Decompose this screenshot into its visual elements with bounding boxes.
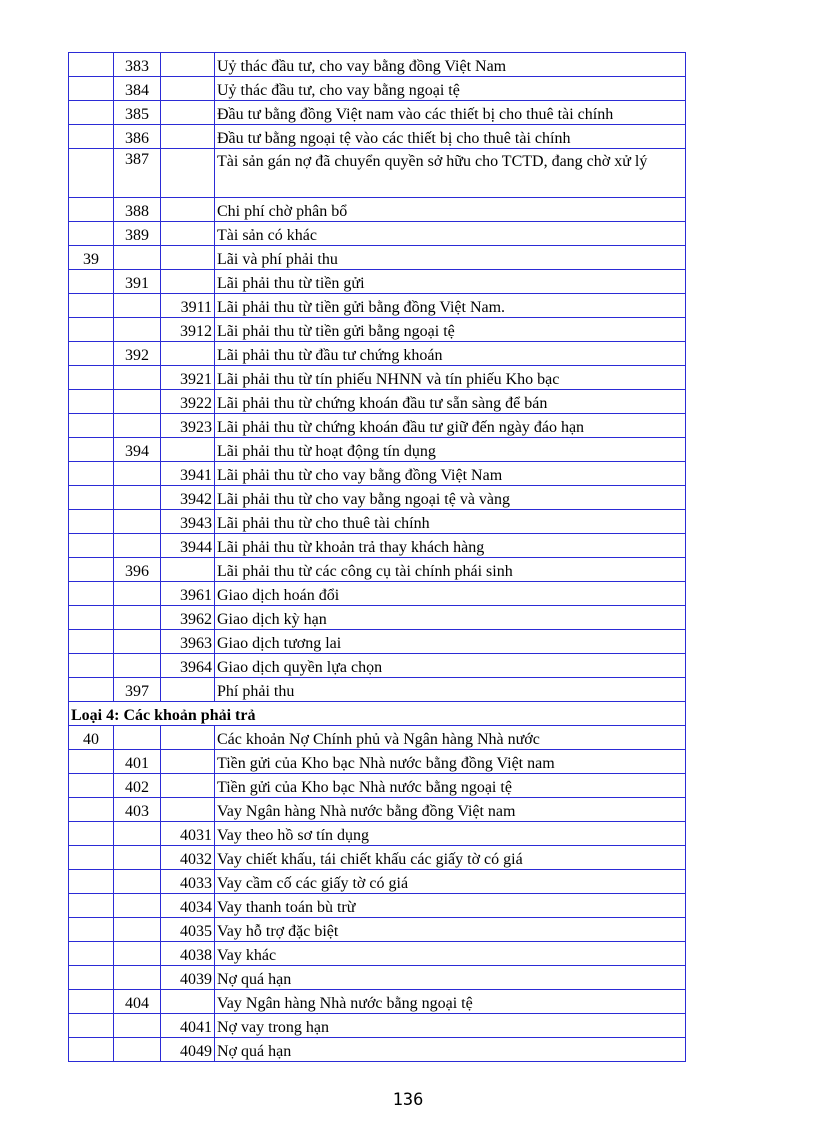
account-level3-cell — [161, 438, 215, 462]
table-row — [69, 582, 686, 606]
account-level3-cell: 4034 — [161, 894, 215, 918]
account-level3-cell — [161, 246, 215, 270]
account-level3-cell: 4041 — [161, 1014, 215, 1038]
account-level2-cell: 386 — [114, 125, 161, 149]
account-level1-cell — [69, 534, 114, 558]
account-level1-cell — [69, 846, 114, 870]
account-level2-cell — [114, 654, 161, 678]
account-level3-cell: 4049 — [161, 1038, 215, 1062]
account-description-cell: Vay cầm cố các giấy tờ có giá — [215, 870, 686, 894]
account-level1-cell — [69, 198, 114, 222]
account-description-cell: Giao dịch hoán đổi — [215, 582, 686, 606]
table-row — [69, 918, 686, 942]
account-level2-cell — [114, 510, 161, 534]
account-level3-cell: 3923 — [161, 414, 215, 438]
account-description-cell: Đầu tư bằng ngoại tệ vào các thiết bị cho thuê tài chính — [215, 125, 686, 149]
account-level3-cell: 4035 — [161, 918, 215, 942]
account-level3-cell — [161, 125, 215, 149]
account-level1-cell — [69, 750, 114, 774]
account-level2-cell — [114, 582, 161, 606]
account-level2-cell — [114, 534, 161, 558]
account-level2-cell — [114, 462, 161, 486]
account-level3-cell: 3911 — [161, 294, 215, 318]
account-description-cell: Nợ quá hạn — [215, 1038, 686, 1062]
account-description-cell: Uỷ thác đầu tư, cho vay bằng ngoại tệ — [215, 77, 686, 101]
account-level2-cell: 396 — [114, 558, 161, 582]
table-row — [69, 870, 686, 894]
account-description-cell: Lãi phải thu từ các công cụ tài chính phái sinh — [215, 558, 686, 582]
account-level2-cell — [114, 894, 161, 918]
account-description-cell: Vay thanh toán bù trừ — [215, 894, 686, 918]
account-level2-cell — [114, 246, 161, 270]
account-level3-cell: 4038 — [161, 942, 215, 966]
account-description-cell: Giao dịch kỳ hạn — [215, 606, 686, 630]
account-level1-cell — [69, 678, 114, 702]
account-level1-cell — [69, 270, 114, 294]
table-row — [69, 342, 686, 366]
account-level2-cell: 384 — [114, 77, 161, 101]
section-heading: Loại 4: Các khoản phải trả — [69, 702, 686, 726]
account-level2-cell: 388 — [114, 198, 161, 222]
account-level1-cell — [69, 438, 114, 462]
account-level2-cell — [114, 822, 161, 846]
table-row — [69, 726, 686, 750]
account-description-cell: Uỷ thác đầu tư, cho vay bằng đồng Việt Nam — [215, 53, 686, 77]
account-level2-cell — [114, 414, 161, 438]
account-description-cell: Vay hỗ trợ đặc biệt — [215, 918, 686, 942]
account-level2-cell: 387 — [114, 149, 161, 198]
account-description-cell: Lãi phải thu từ tín phiếu NHNN và tín phiếu Kho bạc — [215, 366, 686, 390]
account-level2-cell — [114, 1014, 161, 1038]
account-description-cell: Chi phí chờ phân bổ — [215, 198, 686, 222]
account-level2-cell — [114, 390, 161, 414]
account-level1-cell: 40 — [69, 726, 114, 750]
account-level2-cell — [114, 870, 161, 894]
table-row — [69, 53, 686, 77]
table-row — [69, 942, 686, 966]
table-row — [69, 246, 686, 270]
table-row — [69, 198, 686, 222]
account-level3-cell: 4032 — [161, 846, 215, 870]
account-level1-cell — [69, 149, 114, 198]
account-level3-cell: 3921 — [161, 366, 215, 390]
account-description-cell: Lãi và phí phải thu — [215, 246, 686, 270]
account-level3-cell — [161, 750, 215, 774]
account-table-body — [69, 53, 686, 1062]
account-level1-cell — [69, 822, 114, 846]
table-row — [69, 438, 686, 462]
account-level3-cell — [161, 678, 215, 702]
table-row — [69, 894, 686, 918]
table-row — [69, 1038, 686, 1062]
account-level3-cell: 3961 — [161, 582, 215, 606]
account-level3-cell: 3912 — [161, 318, 215, 342]
table-row — [69, 414, 686, 438]
account-level1-cell — [69, 798, 114, 822]
account-level2-cell — [114, 318, 161, 342]
account-level3-cell: 3963 — [161, 630, 215, 654]
account-level1-cell — [69, 366, 114, 390]
account-level3-cell — [161, 53, 215, 77]
account-level2-cell — [114, 486, 161, 510]
table-row — [69, 558, 686, 582]
account-description-cell: Giao dịch tương lai — [215, 630, 686, 654]
account-description-cell: Vay chiết khấu, tái chiết khấu các giấy tờ có giá — [215, 846, 686, 870]
table-row — [69, 678, 686, 702]
account-level3-cell — [161, 798, 215, 822]
account-level2-cell: 401 — [114, 750, 161, 774]
account-description-cell: Lãi phải thu từ tiền gửi — [215, 270, 686, 294]
account-level2-cell: 383 — [114, 53, 161, 77]
account-level1-cell — [69, 342, 114, 366]
table-row — [69, 798, 686, 822]
table-row — [69, 654, 686, 678]
account-description-cell: Giao dịch quyền lựa chọn — [215, 654, 686, 678]
account-level2-cell — [114, 294, 161, 318]
account-description-cell: Lãi phải thu từ khoản trả thay khách hàng — [215, 534, 686, 558]
table-row — [69, 366, 686, 390]
account-description-cell: Lãi phải thu từ cho vay bằng ngoại tệ và vàng — [215, 486, 686, 510]
table-row — [69, 846, 686, 870]
table-row — [69, 318, 686, 342]
account-description-cell: Lãi phải thu từ cho thuê tài chính — [215, 510, 686, 534]
account-level3-cell: 3941 — [161, 462, 215, 486]
table-row — [69, 1014, 686, 1038]
account-description-cell: Tiền gửi của Kho bạc Nhà nước bằng ngoại tệ — [215, 774, 686, 798]
account-level3-cell: 3962 — [161, 606, 215, 630]
account-level1-cell — [69, 222, 114, 246]
table-row — [69, 101, 686, 125]
account-level3-cell — [161, 77, 215, 101]
table-row — [69, 294, 686, 318]
account-description-cell: Lãi phải thu từ tiền gửi bằng ngoại tệ — [215, 318, 686, 342]
account-level3-cell: 4039 — [161, 966, 215, 990]
account-level3-cell — [161, 342, 215, 366]
account-level1-cell — [69, 510, 114, 534]
account-level3-cell — [161, 149, 215, 198]
account-description-cell: Các khoản Nợ Chính phủ và Ngân hàng Nhà nước — [215, 726, 686, 750]
account-level1-cell — [69, 294, 114, 318]
account-level2-cell: 402 — [114, 774, 161, 798]
table-row — [69, 270, 686, 294]
account-level3-cell — [161, 726, 215, 750]
account-description-cell: Lãi phải thu từ đầu tư chứng khoán — [215, 342, 686, 366]
account-level3-cell — [161, 198, 215, 222]
account-description-cell: Nợ vay trong hạn — [215, 1014, 686, 1038]
account-level3-cell: 4033 — [161, 870, 215, 894]
table-row — [69, 750, 686, 774]
account-level3-cell — [161, 774, 215, 798]
table-row — [69, 774, 686, 798]
account-level1-cell — [69, 125, 114, 149]
account-level3-cell: 3943 — [161, 510, 215, 534]
account-table — [68, 52, 686, 1062]
page-number: 136 — [392, 1090, 424, 1110]
account-level1-cell — [69, 390, 114, 414]
section-row — [69, 702, 686, 726]
account-level1-cell — [69, 1014, 114, 1038]
account-level1-cell — [69, 990, 114, 1014]
account-level3-cell — [161, 222, 215, 246]
account-level3-cell — [161, 558, 215, 582]
account-level2-cell — [114, 966, 161, 990]
account-description-cell: Lãi phải thu từ chứng khoán đầu tư giữ đến ngày đáo hạn — [215, 414, 686, 438]
account-description-cell: Đầu tư bằng đồng Việt nam vào các thiết bị cho thuê tài chính — [215, 101, 686, 125]
account-level2-cell — [114, 918, 161, 942]
table-row — [69, 149, 686, 198]
account-description-cell: Lãi phải thu từ cho vay bằng đồng Việt Nam — [215, 462, 686, 486]
account-description-cell: Tài sản gán nợ đã chuyển quyền sở hữu cho TCTD, đang chờ xử lý — [215, 149, 686, 198]
table-row — [69, 990, 686, 1014]
account-level1-cell — [69, 630, 114, 654]
account-level2-cell — [114, 726, 161, 750]
account-description-cell: Lãi phải thu từ tiền gửi bằng đồng Việt Nam. — [215, 294, 686, 318]
account-level2-cell: 404 — [114, 990, 161, 1014]
account-level1-cell — [69, 53, 114, 77]
account-level2-cell: 394 — [114, 438, 161, 462]
account-description-cell: Phí phải thu — [215, 678, 686, 702]
table-row — [69, 534, 686, 558]
account-level1-cell — [69, 774, 114, 798]
account-level1-cell — [69, 870, 114, 894]
account-level3-cell — [161, 990, 215, 1014]
account-level2-cell — [114, 942, 161, 966]
table-row — [69, 510, 686, 534]
account-level1-cell — [69, 77, 114, 101]
account-level1-cell — [69, 101, 114, 125]
account-level3-cell: 3942 — [161, 486, 215, 510]
account-description-cell: Tiền gửi của Kho bạc Nhà nước bằng đồng Việt nam — [215, 750, 686, 774]
account-level1-cell — [69, 462, 114, 486]
account-level1-cell — [69, 414, 114, 438]
account-level2-cell: 392 — [114, 342, 161, 366]
account-level2-cell — [114, 366, 161, 390]
account-level2-cell: 389 — [114, 222, 161, 246]
account-level2-cell — [114, 606, 161, 630]
table-row — [69, 390, 686, 414]
table-row — [69, 77, 686, 101]
account-level1-cell — [69, 894, 114, 918]
account-level2-cell — [114, 1038, 161, 1062]
account-description-cell: Nợ quá hạn — [215, 966, 686, 990]
account-level3-cell: 3944 — [161, 534, 215, 558]
account-level3-cell: 4031 — [161, 822, 215, 846]
account-description-cell: Vay theo hồ sơ tín dụng — [215, 822, 686, 846]
table-row — [69, 125, 686, 149]
account-level1-cell — [69, 654, 114, 678]
account-level1-cell — [69, 558, 114, 582]
account-description-cell: Vay khác — [215, 942, 686, 966]
account-level1-cell — [69, 318, 114, 342]
account-level1-cell — [69, 1038, 114, 1062]
account-level2-cell: 403 — [114, 798, 161, 822]
account-level1-cell — [69, 942, 114, 966]
account-level3-cell — [161, 101, 215, 125]
account-level3-cell: 3964 — [161, 654, 215, 678]
account-level1-cell — [69, 606, 114, 630]
table-row — [69, 822, 686, 846]
account-level1-cell — [69, 486, 114, 510]
account-level3-cell: 3922 — [161, 390, 215, 414]
account-level1-cell — [69, 966, 114, 990]
account-level2-cell: 385 — [114, 101, 161, 125]
account-description-cell: Lãi phải thu từ chứng khoán đầu tư sẵn sàng để bán — [215, 390, 686, 414]
table-row — [69, 606, 686, 630]
table-row — [69, 462, 686, 486]
table-row — [69, 966, 686, 990]
account-level2-cell: 391 — [114, 270, 161, 294]
account-level3-cell — [161, 270, 215, 294]
table-row — [69, 630, 686, 654]
account-level1-cell: 39 — [69, 246, 114, 270]
account-level1-cell — [69, 582, 114, 606]
account-description-cell: Tài sản có khác — [215, 222, 686, 246]
account-description-cell: Vay Ngân hàng Nhà nước bằng đồng Việt nam — [215, 798, 686, 822]
account-description-cell: Vay Ngân hàng Nhà nước bằng ngoại tệ — [215, 990, 686, 1014]
account-level1-cell — [69, 918, 114, 942]
account-level2-cell — [114, 630, 161, 654]
table-row — [69, 486, 686, 510]
account-description-cell: Lãi phải thu từ hoạt động tín dụng — [215, 438, 686, 462]
account-level2-cell: 397 — [114, 678, 161, 702]
account-level2-cell — [114, 846, 161, 870]
table-row — [69, 222, 686, 246]
